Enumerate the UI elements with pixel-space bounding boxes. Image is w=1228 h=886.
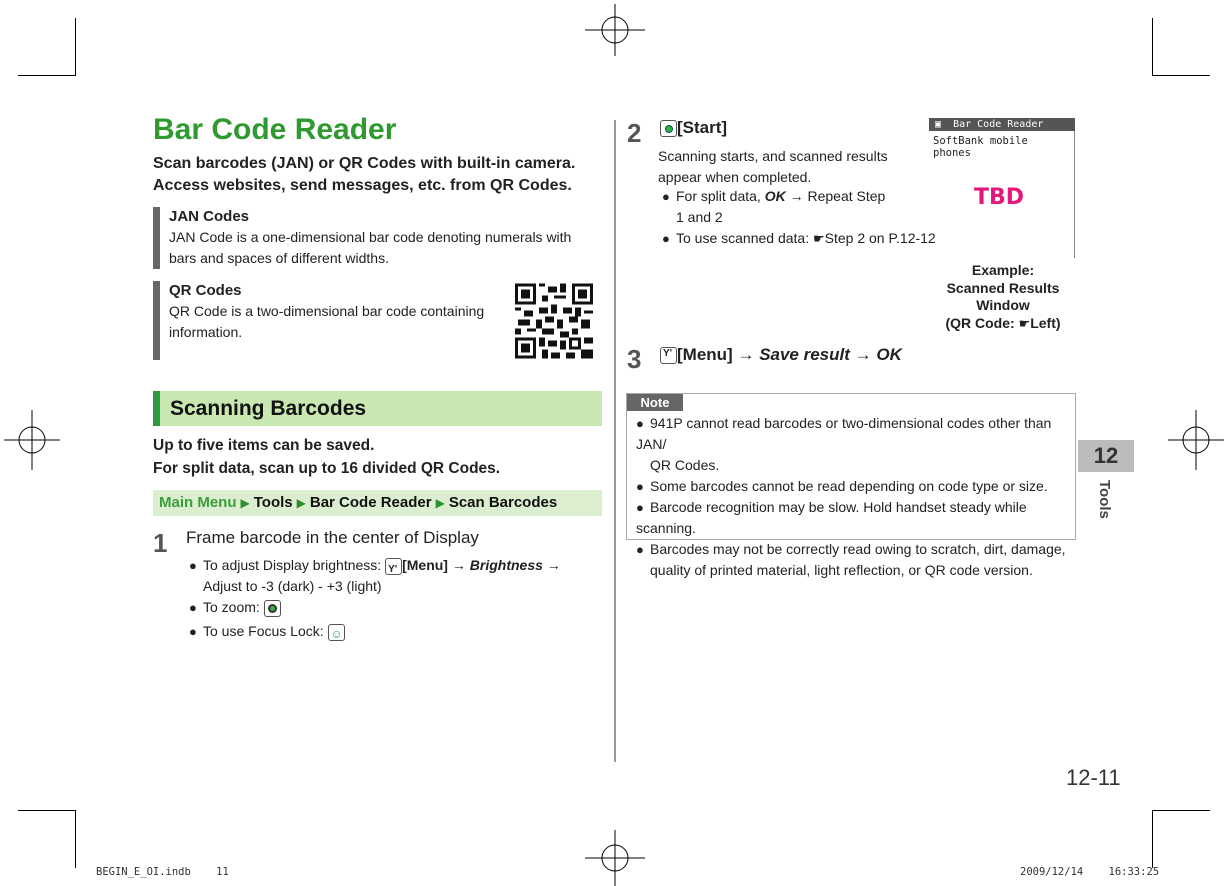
- bullet-icon: ●: [189, 600, 197, 615]
- caption-line-3: Window: [976, 297, 1030, 313]
- section-lead-line-1: Up to five items can be saved.: [153, 437, 375, 454]
- step-1-number: 1: [153, 528, 168, 558]
- note-item: ● 941P cannot read barcodes or two-dimensional codes other than JAN/ QR Codes.: [636, 415, 1052, 473]
- screen-caption: [930, 262, 1076, 332]
- bullet-icon: ●: [636, 479, 644, 494]
- jan-body: JAN Code is a one-dimensional bar code denoting numerals with bars and spaces of different widths.: [169, 229, 572, 266]
- screen-placeholder: TBD: [974, 185, 1025, 210]
- registration-mark-left: [4, 410, 60, 470]
- menu-label: [Menu]: [677, 345, 733, 364]
- zoom-text: To zoom:: [203, 599, 264, 615]
- bullet-icon: ●: [662, 231, 670, 246]
- path-arrow-icon: ▶: [240, 496, 250, 510]
- page-number: 12-11: [1066, 765, 1121, 790]
- registration-mark-bottom: [585, 830, 645, 886]
- note-item: ● Barcode recognition may be slow. Hold handset steady while scanning.: [636, 499, 1027, 536]
- step-1-bullet-focus: [189, 621, 345, 642]
- screen-title: Bar Code Reader: [953, 119, 1044, 130]
- intro-line-1: Scan barcodes (JAN) or QR Codes with built-in camera.: [153, 155, 576, 172]
- intro-line-2: Access websites, send messages, etc. from QR Codes.: [153, 177, 572, 194]
- column-divider: [614, 120, 616, 762]
- step-3-text: [660, 345, 902, 365]
- brightness-range: Adjust to -3 (dark) - +3 (light): [203, 578, 382, 594]
- menu-key-icon: [385, 558, 402, 575]
- arrow-icon: →: [451, 557, 466, 573]
- bullet-icon: ●: [636, 542, 644, 557]
- menu-key-icon: [660, 347, 677, 364]
- path-bar-code-reader: Bar Code Reader: [309, 494, 432, 511]
- arrow-icon: →: [854, 345, 872, 364]
- chapter-title: Tools: [1096, 480, 1113, 519]
- path-arrow-icon: ▶: [296, 496, 306, 510]
- step-2-number: 2: [627, 118, 642, 148]
- section-heading: Scanning Barcodes: [153, 391, 602, 426]
- brightness-label: Brightness: [469, 557, 543, 573]
- step-3-number: 3: [627, 344, 642, 374]
- jan-codes-box: [153, 207, 599, 269]
- bullet-icon: ●: [662, 189, 670, 204]
- phone-screen-example: [929, 118, 1075, 258]
- qr-heading: QR Codes: [169, 282, 242, 299]
- menu-label: [Menu]: [402, 557, 448, 573]
- path-main-menu: Main Menu: [159, 494, 237, 511]
- screen-app-icon: ▣: [935, 119, 942, 130]
- section-lead: [153, 434, 500, 480]
- step-1-text: Frame barcode in the center of Display: [186, 528, 479, 547]
- bullet-icon: ●: [189, 624, 197, 639]
- screen-result-text: SoftBank mobile phones: [933, 135, 1028, 159]
- save-result-label: Save result: [759, 345, 850, 364]
- repeat-text: Repeat Step: [807, 188, 886, 204]
- step-2-title: [660, 118, 727, 138]
- footer-file: BEGIN_E_OI.indb 11: [96, 866, 229, 878]
- reference-hand-icon: ☛: [1018, 315, 1031, 331]
- page-title: Bar Code Reader: [153, 113, 397, 146]
- caption-line-1: Example:: [971, 262, 1035, 278]
- zoom-key-icon: [264, 600, 281, 617]
- path-arrow-icon: ▶: [435, 496, 445, 510]
- ok-label: OK: [764, 188, 786, 204]
- bullet-icon: ●: [636, 500, 644, 515]
- path-tools: Tools: [253, 494, 293, 511]
- arrow-icon: →: [546, 557, 561, 573]
- ok-label: OK: [876, 345, 902, 364]
- step-2-desc-line-1: Scanning starts, and scanned results: [658, 148, 888, 164]
- page-reference: Step 2 on P.12-12: [824, 230, 936, 246]
- section-lead-line-2: For split data, scan up to 16 divided QR Codes.: [153, 460, 501, 477]
- path-scan-barcodes: Scan Barcodes: [448, 494, 558, 511]
- menu-path: [153, 490, 602, 516]
- step-2-desc-line-2: appear when completed.: [658, 169, 812, 185]
- note-label: Note: [627, 394, 683, 411]
- qr-code-image: [515, 283, 593, 359]
- focus-key-icon: [328, 624, 345, 641]
- reference-hand-icon: ☛: [813, 231, 825, 246]
- screen-body: [929, 131, 1075, 258]
- bullet-icon: ●: [189, 558, 197, 573]
- bullet-icon: ●: [636, 416, 644, 431]
- brightness-text: To adjust Display brightness:: [203, 557, 386, 573]
- step-2-desc: [658, 146, 888, 188]
- focus-text: To use Focus Lock:: [203, 623, 328, 639]
- chapter-number: 12: [1078, 440, 1134, 472]
- screen-title-bar: [929, 118, 1075, 131]
- use-text: To use scanned data:: [676, 230, 813, 246]
- registration-mark-right: [1168, 410, 1224, 470]
- jan-heading: JAN Codes: [169, 208, 250, 225]
- start-label: [Start]: [677, 118, 728, 137]
- registration-mark-top: [585, 4, 645, 56]
- split-text: For split data,: [676, 188, 765, 204]
- note-item: ● Some barcodes cannot be read depending on code type or size.: [636, 476, 1072, 497]
- footer-timestamp: 2009/12/14 16:33:25: [1020, 866, 1160, 878]
- step-1-bullet-brightness: [189, 555, 589, 597]
- arrow-icon: →: [737, 345, 755, 364]
- step-2-bullet-split: [662, 186, 885, 228]
- repeat-steps: 1 and 2: [676, 209, 723, 225]
- arrow-icon: →: [789, 188, 804, 204]
- start-key-icon: [660, 120, 677, 137]
- qr-codes-box: [153, 281, 489, 360]
- step-2-bullet-use: [662, 228, 936, 249]
- note-item: ● Barcodes may not be correctly read owing to scratch, dirt, damage, quality of printed material, light reflection, or QR code version.: [636, 541, 1066, 578]
- note-list: [636, 413, 1072, 581]
- qr-body: QR Code is a two-dimensional bar code containing information.: [169, 303, 485, 340]
- step-1-bullet-zoom: [189, 597, 281, 618]
- caption-line-2: Scanned Results: [946, 279, 1060, 296]
- caption-line-4: (QR Code: ☛Left): [945, 314, 1061, 331]
- intro-text: [153, 153, 603, 197]
